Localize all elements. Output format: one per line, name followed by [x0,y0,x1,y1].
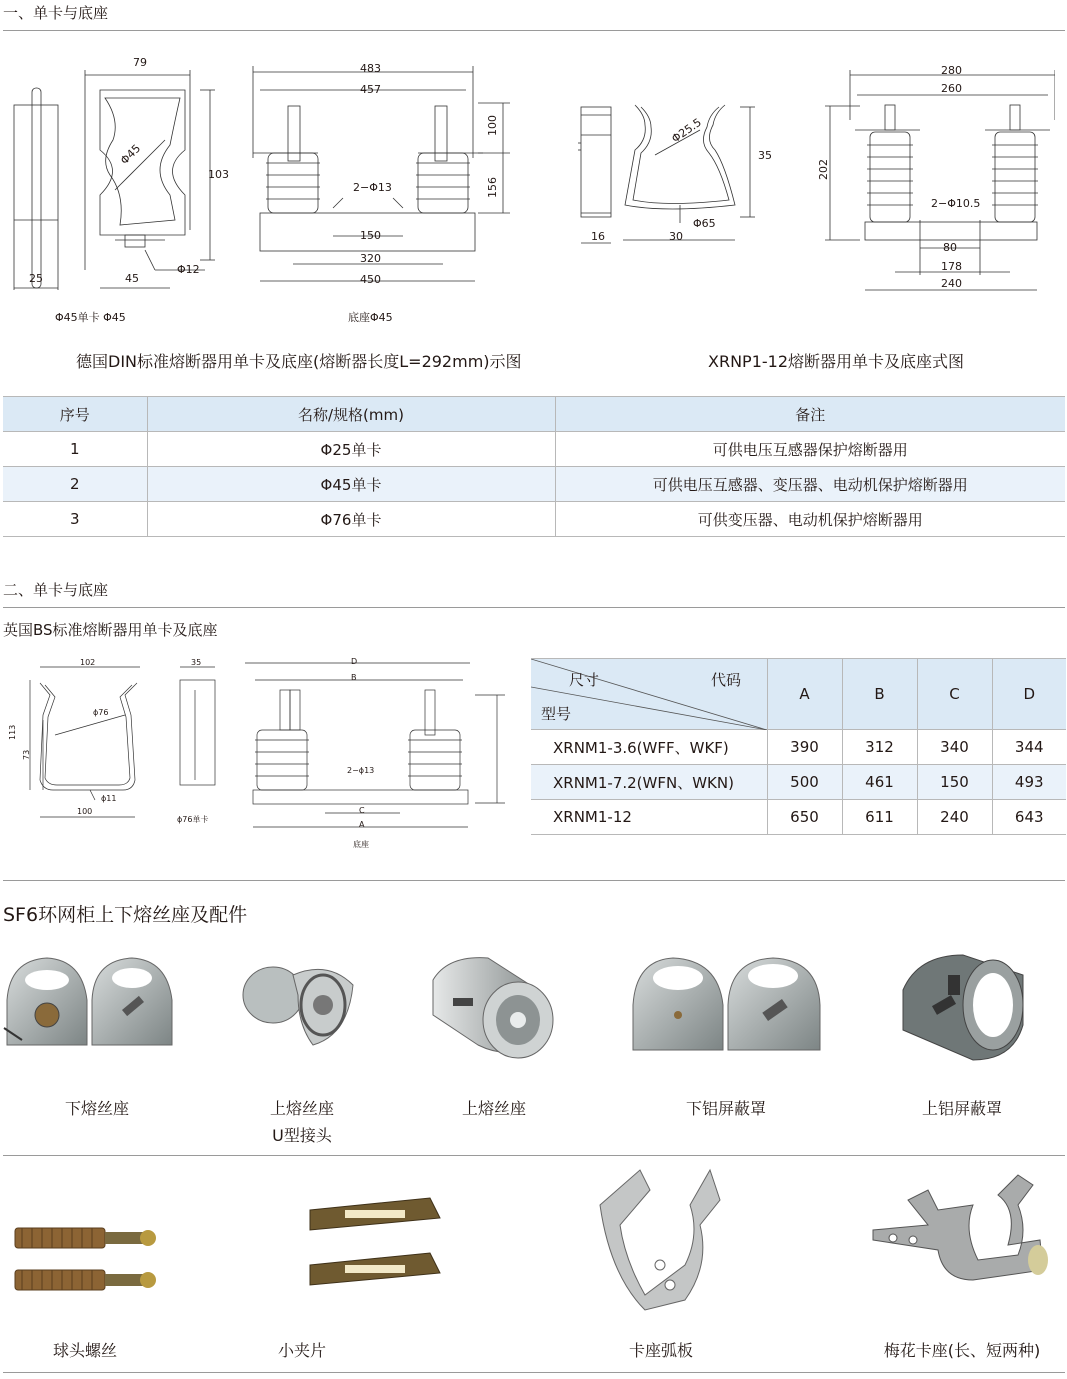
din-card-label: Φ45单卡 Φ45 [55,311,126,324]
table-cell: Φ76单卡 [147,502,555,537]
bs-base-label: 底座 [353,840,369,849]
table-row [3,432,1065,467]
table-cell: 312 [842,730,917,765]
dim-text: 483 [360,62,381,75]
product-caption: 上熔丝座 [461,1099,527,1118]
dim-text: ϕ76 [93,708,109,717]
dim-text: 35 [758,149,772,162]
divider [3,1155,1065,1156]
table-row [531,765,1066,800]
upper-fuse-holder-u-photo [238,955,368,1055]
table-cell: Φ45单卡 [147,467,555,502]
dim-text: Φ12 [177,263,200,276]
xrnp-caption: XRNP1-12熔断器用单卡及底座式图 [708,352,965,371]
table-header: 序号 [3,397,147,432]
dim-text: 100 [77,807,93,816]
dim-text: 457 [360,83,381,96]
din-caption: 德国DIN标准熔断器用单卡及底座(熔断器长度L=292mm)示图 [76,352,522,371]
divider [3,30,1065,31]
dim-text: ϕ11 [101,794,117,803]
table-header: 名称/规格(mm) [147,397,555,432]
table-header: 备注 [555,397,1065,432]
dim-text: 30 [669,230,683,243]
corner-code-label: 代码 [711,671,742,689]
table-cell: 240 [917,800,992,835]
upper-fuse-holder-photo [428,950,558,1065]
dim-text: 79 [133,56,147,69]
table-cell: 340 [917,730,992,765]
dim-text: 113 [8,724,17,740]
dim-text: 150 [360,229,381,242]
dim-text: Φ65 [693,217,716,230]
dim-text: 102 [80,658,96,667]
dim-text: Φ45 [117,141,144,168]
table-cell: XRNM1-7.2(WFN、WKN) [531,765,767,800]
product-caption: 上铝屏蔽罩 [921,1099,1003,1118]
product-caption: 下熔丝座 [64,1099,130,1118]
dim-text: 450 [360,273,381,286]
clamp-arc-plate-photo [590,1165,725,1315]
section2-subtitle: 英国BS标准熔断器用单卡及底座 [3,621,218,639]
table-cell: 643 [992,800,1066,835]
table-cell: 611 [842,800,917,835]
dim-text: C [359,806,365,815]
dim-text: 45 [125,272,139,285]
dim-text: 202 [817,159,830,180]
dim-text: 156 [486,177,499,198]
table-cell: 461 [842,765,917,800]
dim-text: 16 [591,230,605,243]
dim-text: 320 [360,252,381,265]
dim-text: 25 [29,272,43,285]
bs-side-label: ϕ76单卡 [177,815,209,824]
product-caption: 梅花卡座(长、短两种) [883,1341,1041,1360]
table-cell: 2 [3,467,147,502]
product-caption: 卡座弧板 [628,1341,694,1360]
table-cell: XRNM1-12 [531,800,767,835]
dim-text: B [351,673,357,682]
table-cell: 3 [3,502,147,537]
dim-text: 2−ϕ13 [347,766,375,775]
dim-text: 80 [943,241,957,254]
bs-drawing [5,655,525,855]
dim-text: 260 [941,82,962,95]
divider [3,607,1065,608]
divider [3,880,1065,881]
dim-text: 103 [208,168,229,181]
product-caption: 上熔丝座 [269,1099,335,1118]
table-row [3,502,1065,537]
table-cell: 可供电压互感器、变压器、电动机保护熔断器用 [555,467,1065,502]
lower-fuse-holder-photo [2,950,177,1060]
dim-text: A [359,820,365,829]
din-card-drawing [5,50,235,290]
table-corner-header [531,659,767,730]
table-cell: 可供变压器、电动机保护熔断器用 [555,502,1065,537]
dim-text: Φ25.5 [669,115,704,146]
section3-title: SF6环网柜上下熔丝座及配件 [3,904,248,926]
product-caption: 球头螺丝 [52,1341,118,1360]
table-cell: 500 [767,765,842,800]
dim-text: 2−Φ10.5 [931,197,981,210]
table-cell: 493 [992,765,1066,800]
table-row [3,467,1065,502]
table-header: C [917,659,992,730]
table-row [531,730,1066,765]
table-cell: 344 [992,730,1066,765]
plum-clamp-seat-photo [868,1170,1053,1295]
section2-title: 二、单卡与底座 [3,581,109,599]
corner-size-label: 尺寸 [569,671,600,689]
product-caption: 小夹片 [277,1341,327,1360]
table-header: B [842,659,917,730]
dim-text: 178 [941,260,962,273]
table-header: D [992,659,1066,730]
product-caption-sub: U型接头 [272,1126,332,1145]
section1-title: 一、单卡与底座 [3,4,109,22]
din-base-drawing [248,58,523,298]
ball-head-screw-photo [10,1220,160,1300]
xrnp-card-drawing [575,95,785,250]
xrnm-dimension-table [531,658,1066,835]
table-cell: 390 [767,730,842,765]
table-cell: Φ25单卡 [147,432,555,467]
table-cell: 1 [3,432,147,467]
dim-text: 35 [191,658,202,667]
fuse-card-table [3,396,1065,537]
lower-aluminum-shield-photo [628,950,823,1065]
din-base-label: 底座Φ45 [348,311,393,324]
dim-text: 73 [22,749,31,760]
divider [3,1372,1065,1373]
xrnp-base-drawing [815,60,1055,300]
dim-text: D [351,657,358,666]
table-cell: XRNM1-3.6(WFF、WKF) [531,730,767,765]
upper-aluminum-shield-photo [893,950,1033,1065]
dim-text: 2−Φ13 [353,181,392,194]
table-cell: 150 [917,765,992,800]
table-row [531,800,1066,835]
dim-text: 280 [941,64,962,77]
dim-text: 100 [486,115,499,136]
small-clip-photo [300,1190,450,1305]
table-cell: 650 [767,800,842,835]
corner-model-label: 型号 [541,705,572,723]
table-cell: 可供电压互感器保护熔断器用 [555,432,1065,467]
table-header: A [767,659,842,730]
product-caption: 下铝屏蔽罩 [685,1099,767,1118]
dim-text: 240 [941,277,962,290]
